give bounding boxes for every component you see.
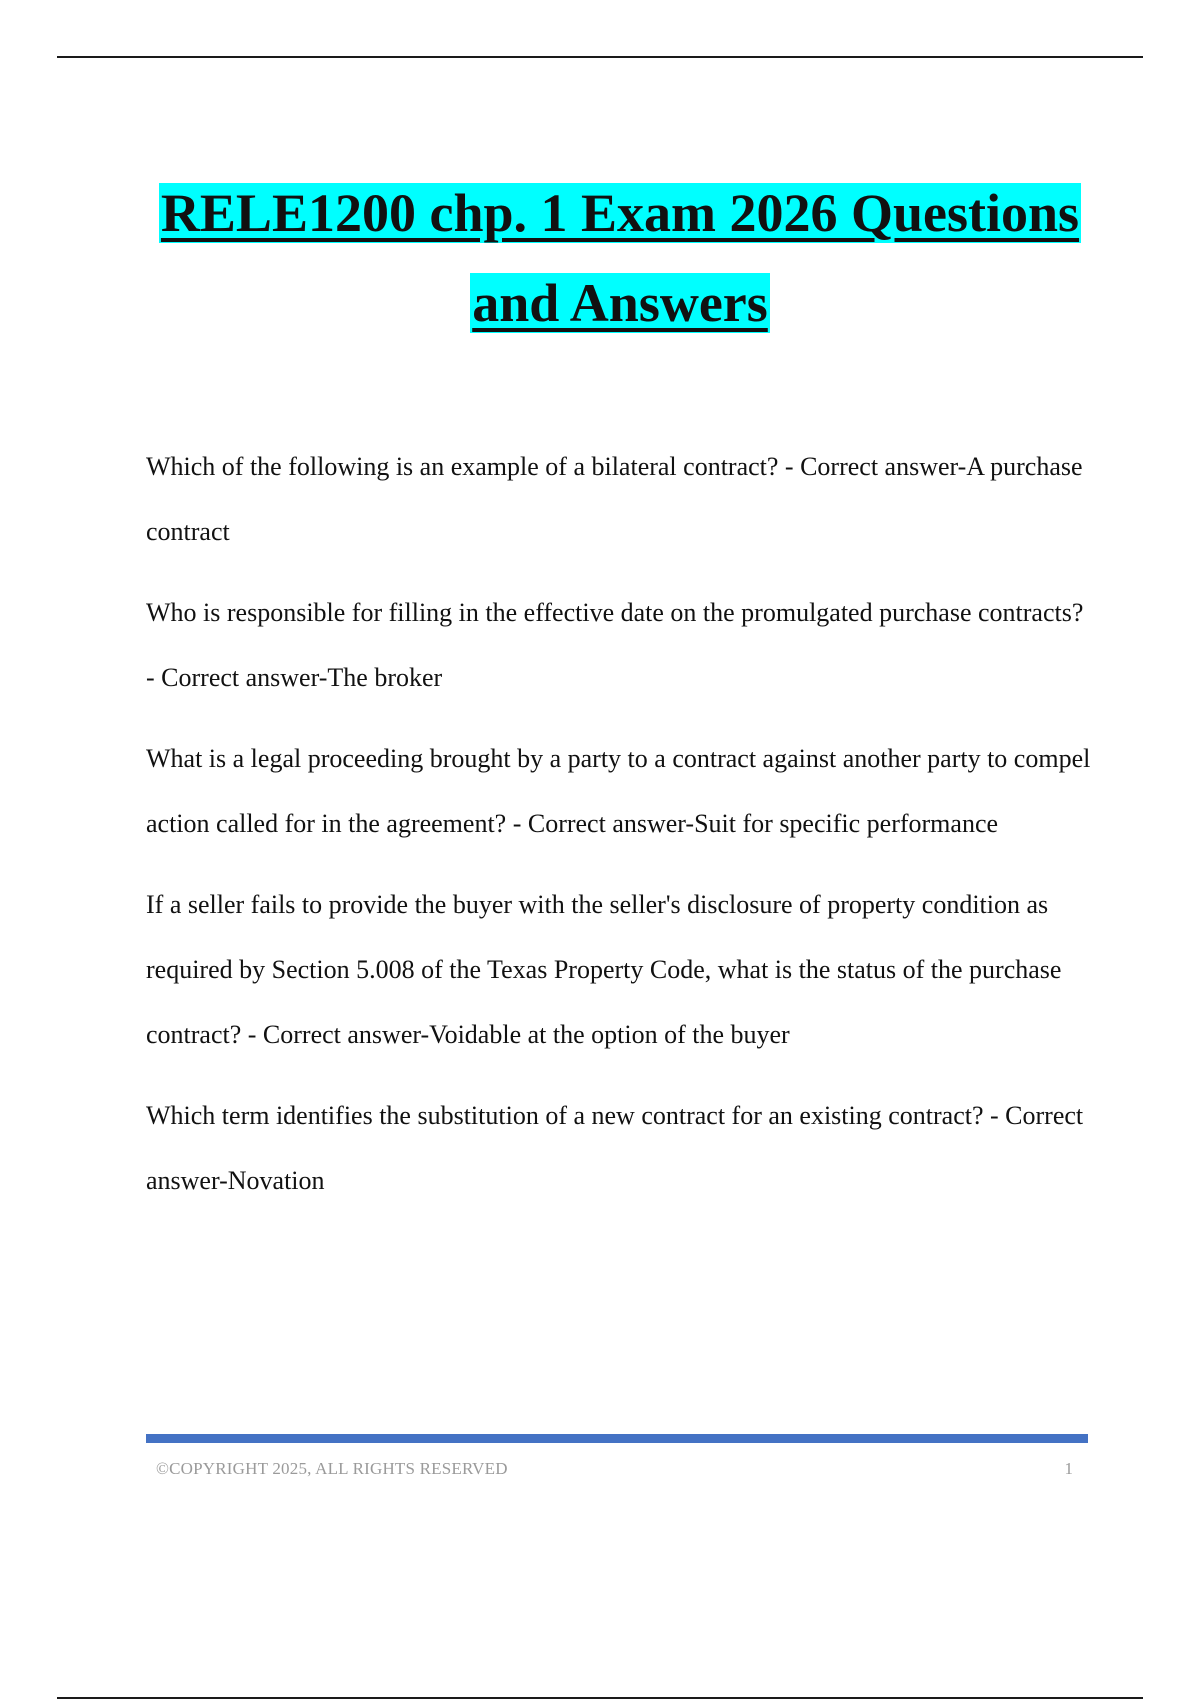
qa-item: What is a legal proceeding brought by a party to a contract against another party to compel action called for in the agreement? - Correct answer-Suit for specific performance bbox=[146, 744, 1091, 838]
qa-item: Who is responsible for filling in the effective date on the promulgated purchase contracts? - Correct answer-The broker bbox=[146, 598, 1084, 692]
footer-page-number: 1 bbox=[1064, 1459, 1073, 1478]
document-title bbox=[140, 168, 1100, 348]
qa-item: Which term identifies the substitution of a new contract for an existing contract? - Correct answer-Novation bbox=[146, 1101, 1084, 1195]
title-line-1: RELE1200 chp. 1 Exam 2026 Questions bbox=[160, 183, 1080, 243]
bottom-rule bbox=[57, 1697, 1143, 1699]
footer-copyright: ©COPYRIGHT 2025, ALL RIGHTS RESERVED bbox=[156, 1459, 508, 1478]
qa-list bbox=[146, 434, 1091, 1229]
qa-item: Which of the following is an example of a bilateral contract? - Correct answer-A purchase contract bbox=[146, 452, 1083, 546]
top-rule bbox=[57, 56, 1143, 58]
footer-bar bbox=[146, 1434, 1088, 1443]
title-line-2: and Answers bbox=[472, 273, 768, 333]
qa-item: If a seller fails to provide the buyer with the seller's disclosure of property condition as required by Section 5.008 of the Texas Property Code, what is the status of the purchase contract? - Correct answer-Voidable at the option of the buyer bbox=[146, 890, 1062, 1049]
